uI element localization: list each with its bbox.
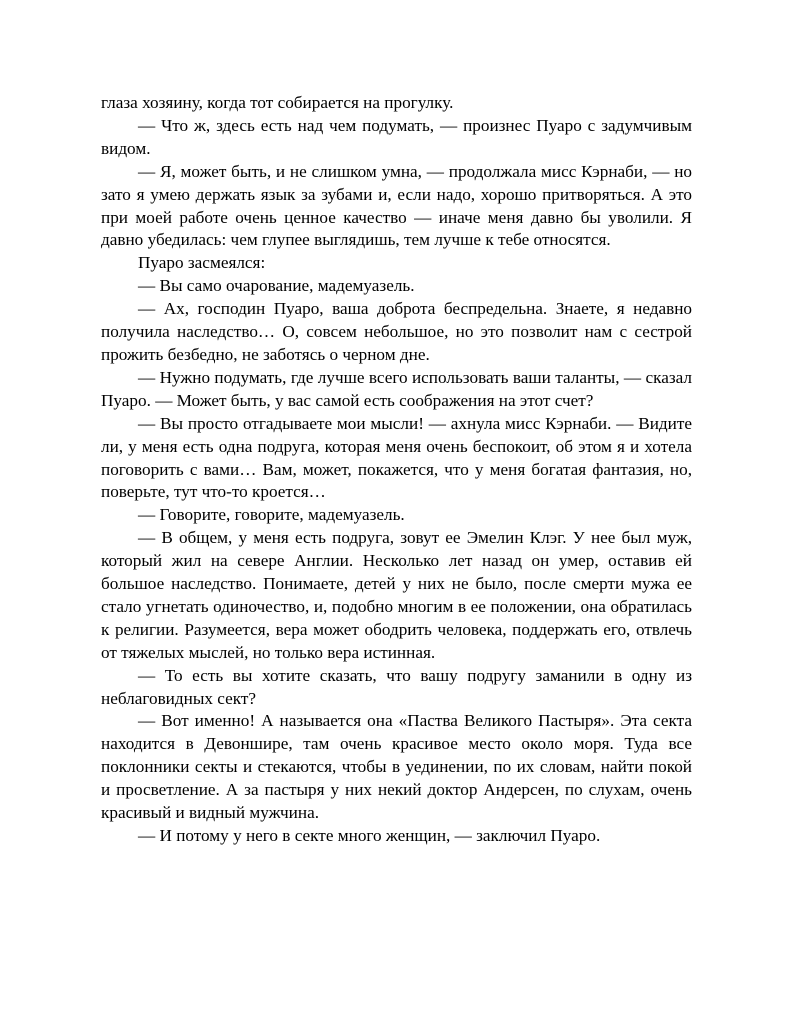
paragraph-2: — Что ж, здесь есть над чем подумать, — произнес Пуаро с задумчивым видом. (101, 115, 692, 158)
paragraph-13: — И потому у него в секте много женщин, — заключил Пуаро. (138, 826, 601, 845)
paragraph-9: — Говорите, говорите, мадемуазель. (138, 505, 405, 525)
paragraph-6: — Ах, господин Пуаро, ваша доброта беспредельна. Знаете, я недавно получила наследство… О, совсем небольшое, но это позволит нам с сестрой прожить безбедно, не заботясь о черном дне. (101, 299, 692, 364)
book-page (101, 92, 692, 848)
paragraph-1: глаза хозяину, когда тот собирается на прогулку. (101, 93, 454, 112)
paragraph-7: — Нужно подумать, где лучше всего использовать ваши таланты, — сказал Пуаро. — Может быть, у вас самой есть соображения на этот счет? (101, 367, 692, 410)
paragraph-5: — Вы само очарование, мадемуазель. (138, 276, 415, 296)
paragraph-10: — В общем, у меня есть подруга, зовут ее Эмелин Клэг. У нее был муж, который жил на севере Англии. Несколько лет назад он умер, оставив ей большое наследство. Понимаете, детей у них не было, после смерти мужа ее стало угнетать одиночество, и, подобно многим в ее положении, она обратилась к религии. Разумеется, вера может ободрить человека, поддержать его, отвлечь от тяжелых мыслей, но только вера истинная. (101, 528, 692, 662)
paragraph-4: Пуаро засмеялся: (138, 253, 266, 273)
paragraph-11: — То есть вы хотите сказать, что вашу подругу заманили в одну из неблаговидных сект? (101, 665, 692, 708)
paragraph-8: — Вы просто отгадываете мои мысли! — ахнула мисс Кэрнаби. — Видите ли, у меня есть одна подруга, которая меня очень беспокоит, об этом я и хотела поговорить с вами… Вам, может, покажется, что у меня богатая фантазия, но, поверьте, тут что-то кроется… (101, 413, 692, 502)
paragraph-12: — Вот именно! А называется она «Паства Великого Пастыря». Эта секта находится в Девоншире, там очень красивое место около моря. Туда все поклонники секты и стекаются, чтобы в уединении, по их словам, найти покой и просветление. А за пастыря у них некий доктор Андерсен, по слухам, очень красивый и видный мужчина. (101, 711, 692, 823)
paragraph-3: — Я, может быть, и не слишком умна, — продолжала мисс Кэрнаби, — но зато я умею держать язык за зубами и, если надо, хорошо притворяться. А это при моей работе очень ценное качество — иначе меня давно бы уволили. Я давно убедилась: чем глупее выглядишь, тем лучше к тебе относятся. (101, 161, 692, 250)
